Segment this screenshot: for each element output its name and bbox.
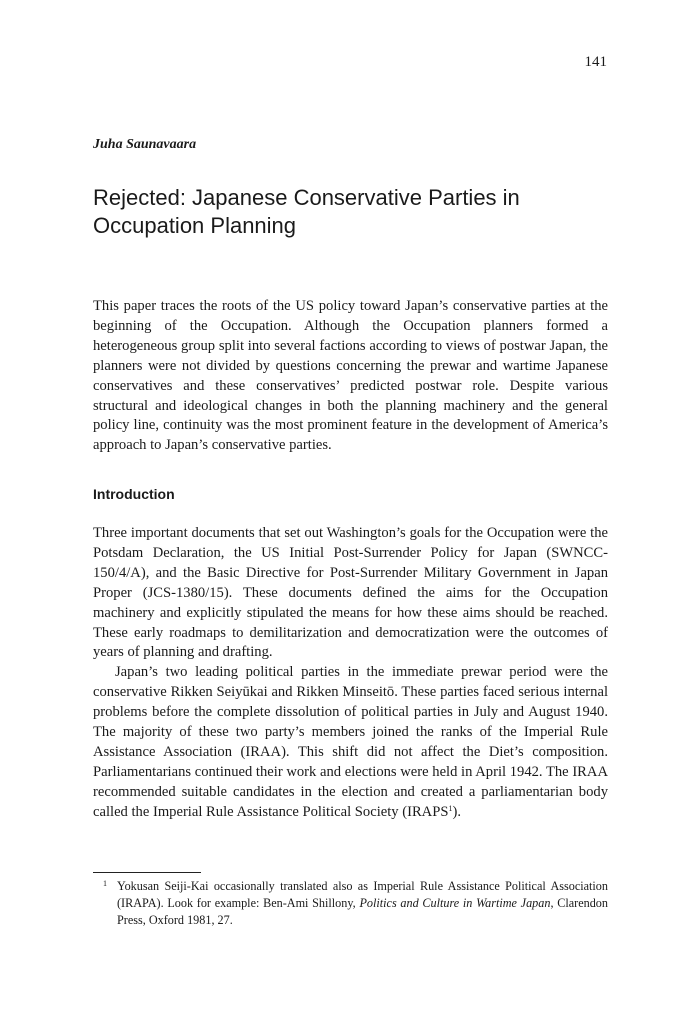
paragraph-text: Japan’s two leading political parties in the immediate prewar period were the conservative Rikken Seiyūkai and Rikken Minseitō. These parties faced serious internal problems before the complete dissolution of political parties in July and August 1940. The majority of these two party’s members joined the ranks of the Imperial Rule Assistance Association (IRAA). This shift did not affect the Diet’s composition. Parliamentarians continued their work and elections were held in April 1942. The IRAA recommended suitable candidates in the election and created a parliamentarian body called the Imperial Rule Assistance Political Society (IRAPS [93, 664, 608, 820]
footnote-marker: 1 [103, 879, 107, 888]
section-heading: Introduction [93, 486, 175, 502]
body-paragraph [93, 663, 608, 822]
introduction-body [93, 524, 608, 823]
footnote-text-before: Yokusan Seiji-Kai occasionally translated also as Imperial Rule Assistance Political Association (IRAPA). Look for example: Ben-Ami Shillony, [117, 879, 608, 910]
footnote-divider [93, 872, 201, 873]
abstract-paragraph: This paper traces the roots of the US policy toward Japan’s conservative parties at the beginning of the Occupation. Although the Occupation planners formed a heterogeneous group split into several factions according to views of postwar Japan, the planners were not divided by questions concerning the prewar and wartime Japanese conservatives and these conservatives’ predicted postwar role. Despite various structural and ideological changes in both the planning machinery and the general policy line, continuity was the most prominent feature in the development of America’s approach to Japan’s conservative parties. [93, 298, 608, 454]
footnote-book-title: Politics and Culture in Wartime Japan [359, 896, 551, 910]
paragraph-text-end: ). [452, 803, 461, 820]
article-title: Rejected: Japanese Conservative Parties in Occupation Planning [93, 185, 520, 238]
body-paragraph: Three important documents that set out Washington’s goals for the Occupation were the Potsdam Declaration, the US Initial Post-Surrender Policy for Japan (SWNCC-150/4/A), and the Basic Directive for Post-Surrender Military Government in Japan Proper (JCS-1380/15). These documents defined the aims for the Occupation machinery and explicitly stipulated the means for how these aims should be reached. These early roadmaps to demilitarization and democratization were the outcomes of years of planning and drafting. [93, 525, 608, 661]
page-number: 141 [584, 54, 607, 70]
footnote-text [117, 878, 608, 929]
footnote-text-after: , Clarendon Press, Oxford 1981, 27. [117, 896, 608, 927]
footnote [93, 878, 608, 929]
footnote-reference[interactable]: 1 [448, 803, 453, 813]
author-name: Juha Saunavaara [93, 137, 197, 152]
